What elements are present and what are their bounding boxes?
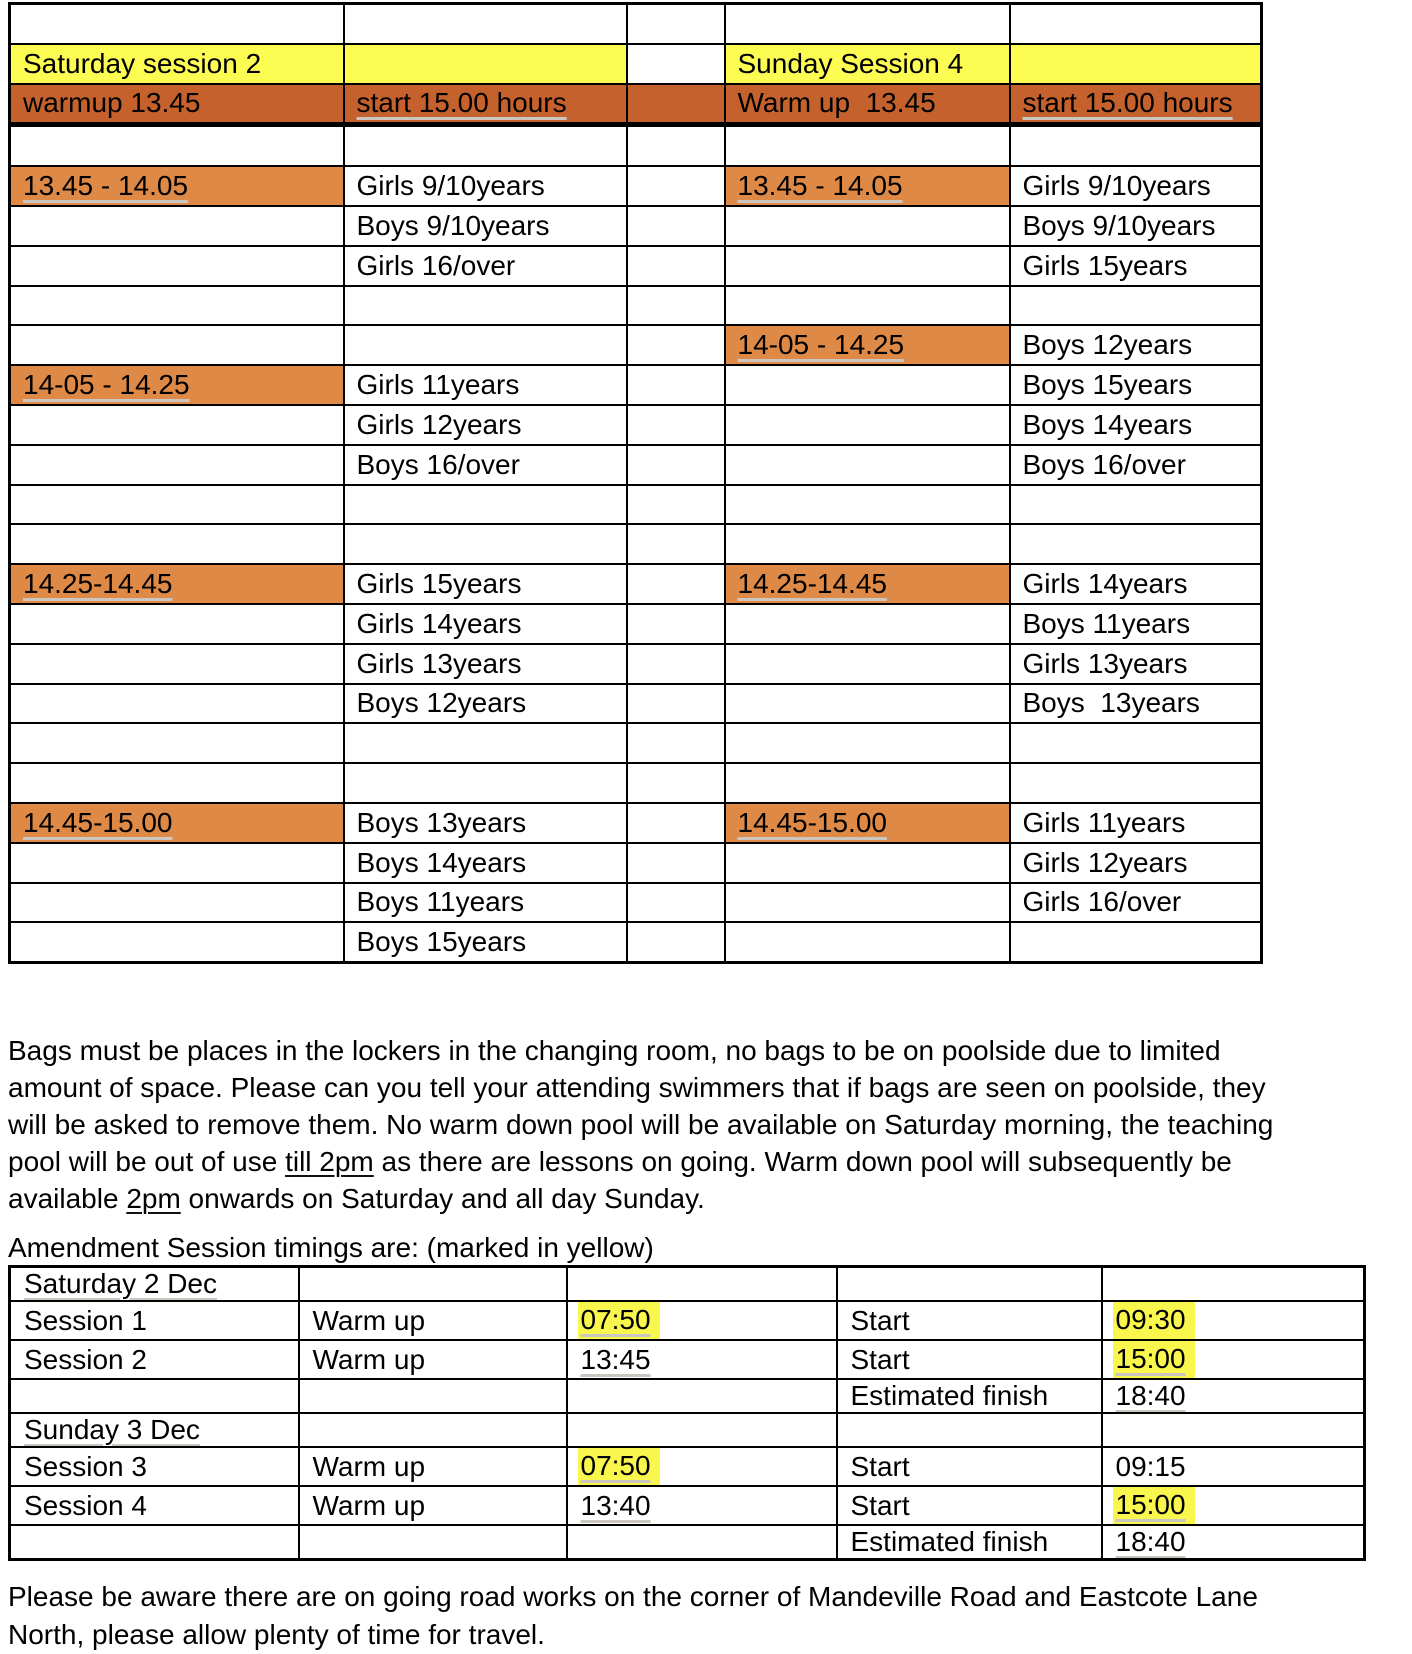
- weekend-gala-schedule-table-cell-r20c5: [1010, 763, 1262, 803]
- cell-text: 09:30: [1113, 1302, 1195, 1339]
- cell-text: start 15.00 hours: [356, 87, 567, 119]
- weekend-gala-schedule-table-cell-r4c2: [344, 125, 627, 166]
- cell-text: 15:00: [1113, 1487, 1195, 1524]
- amendment-timings-table-cell-r2c1: [10, 1301, 299, 1340]
- weekend-gala-schedule-table-cell-r4c4: [725, 125, 1010, 166]
- weekend-gala-schedule-table-cell-r18c3: [627, 684, 725, 724]
- weekend-gala-schedule-table-cell-r2c3: [627, 44, 725, 84]
- table-row: [10, 922, 1262, 962]
- weekend-gala-schedule-table-cell-r2c2: [344, 44, 627, 84]
- table-row: [10, 1525, 1365, 1560]
- cell-text: Boys 13years: [356, 806, 527, 838]
- weekend-gala-schedule-table-cell-r23c1: [10, 883, 344, 923]
- weekend-gala-schedule-table-cell-r11c4: [725, 405, 1010, 445]
- road-works-note: Please be aware there are on going road works on the corner of Mandeville Road and Eastcote Lane North, please allow plenty of time for travel.: [8, 1581, 1258, 1650]
- weekend-gala-schedule-table-cell-r5c5: [1010, 166, 1262, 206]
- cell-text: Boys 9/10years: [1022, 209, 1216, 241]
- weekend-gala-schedule-table-cell-r8c5: [1010, 286, 1262, 326]
- amendment-timings-table-cell-r6c3: [567, 1447, 837, 1486]
- text-segment: as there are lessons on going. Warm down pool will subsequently be available: [8, 1146, 1232, 1214]
- weekend-gala-schedule-table-cell-r17c4: [725, 644, 1010, 684]
- weekend-gala-schedule-table-cell-r10c2: [344, 365, 627, 405]
- weekend-gala-schedule-table-cell-r21c4: [725, 803, 1010, 843]
- cell-text: Girls 12years: [356, 408, 522, 440]
- bags-notice-paragraph: [8, 1032, 1293, 1217]
- table-row: [10, 1447, 1365, 1486]
- weekend-gala-schedule-table-cell-r15c1: [10, 564, 344, 604]
- weekend-gala-schedule-table-cell-r3c3: [627, 84, 725, 125]
- weekend-gala-schedule-table-cell-r19c5: [1010, 723, 1262, 763]
- cell-text: Estimated finish: [850, 1526, 1049, 1557]
- cell-text: Girls 11years: [356, 369, 520, 401]
- weekend-gala-schedule-table-cell-r5c4: [725, 166, 1010, 206]
- amendment-timings-table-cell-r2c2: [299, 1301, 567, 1340]
- text-segment: Bags must be places in the lockers in the changing room, no bags to be on poolside due to limited amount of space. Please can you tell your attending swimmers that if bags are seen on poolside, they will be asked to remove them. No warm down pool will be available on Saturday morning, the teaching pool will be out of use: [8, 1035, 1274, 1177]
- cell-text: Start: [850, 1450, 910, 1482]
- weekend-gala-schedule-table-cell-r10c3: [627, 365, 725, 405]
- weekend-gala-schedule-table-cell-r13c5: [1010, 485, 1262, 525]
- weekend-gala-schedule-table-cell-r13c2: [344, 485, 627, 525]
- weekend-gala-schedule-table-cell-r3c2: [344, 84, 627, 125]
- underlined-text: 2pm: [126, 1183, 181, 1214]
- weekend-gala-schedule-table-cell-r8c1: [10, 286, 344, 326]
- table-row: [10, 125, 1262, 166]
- amendment-timings-table-cell-r4c5: [1102, 1379, 1365, 1413]
- amendment-timings-table-cell-r7c4: [837, 1486, 1102, 1525]
- table-row: [10, 1413, 1365, 1447]
- weekend-gala-schedule-table-cell-r5c2: [344, 166, 627, 206]
- weekend-gala-schedule-table-cell-r14c5: [1010, 524, 1262, 564]
- amendment-timings-table-cell-r7c3: [567, 1486, 837, 1525]
- cell-text: Session 2: [24, 1343, 147, 1375]
- weekend-gala-schedule-table-cell-r16c1: [10, 604, 344, 644]
- weekend-gala-schedule-table-cell-r4c1: [10, 125, 344, 166]
- weekend-gala-schedule-table-cell-r19c2: [344, 723, 627, 763]
- weekend-gala-schedule-table-cell-r14c2: [344, 524, 627, 564]
- weekend-gala-schedule-table-cell-r3c1: [10, 84, 344, 125]
- weekend-gala-schedule-table-cell-r10c5: [1010, 365, 1262, 405]
- weekend-gala-schedule-table-cell-r12c4: [725, 445, 1010, 485]
- weekend-gala-schedule-table-cell-r23c2: [344, 883, 627, 923]
- weekend-gala-schedule-table-cell-r6c2: [344, 206, 627, 246]
- amendment-timings-table: [8, 1265, 1366, 1561]
- weekend-gala-schedule-table-cell-r16c4: [725, 604, 1010, 644]
- cell-text: Session 1: [24, 1304, 147, 1336]
- table-row: [10, 286, 1262, 326]
- amendment-title: Amendment Session timings are: (marked in yellow): [8, 1232, 654, 1263]
- weekend-gala-schedule-table-cell-r19c4: [725, 723, 1010, 763]
- table-row: [10, 564, 1262, 604]
- weekend-gala-schedule-table-cell-r17c2: [344, 644, 627, 684]
- weekend-gala-schedule-table-cell-r1c5: [1010, 4, 1262, 44]
- amendment-timings-table-cell-r2c5: [1102, 1301, 1365, 1340]
- cell-text: 15:00: [1113, 1341, 1195, 1378]
- weekend-gala-schedule-table-cell-r17c1: [10, 644, 344, 684]
- weekend-gala-schedule-table-cell-r24c4: [725, 922, 1010, 962]
- weekend-gala-schedule-table-cell-r18c2: [344, 684, 627, 724]
- cell-text: Session 3: [24, 1450, 147, 1482]
- amendment-timings-table-cell-r8c1: [10, 1525, 299, 1560]
- table-row: [10, 84, 1262, 125]
- table-row: [10, 1486, 1365, 1525]
- amendment-timings-table-cell-r4c1: [10, 1379, 299, 1413]
- cell-text: Girls 12years: [1022, 846, 1188, 878]
- weekend-gala-schedule-table-cell-r22c3: [627, 843, 725, 883]
- table-row: [10, 4, 1262, 44]
- weekend-gala-schedule-table-cell-r5c3: [627, 166, 725, 206]
- weekend-gala-schedule-table-cell-r1c3: [627, 4, 725, 44]
- cell-text: 14-05 - 14.25: [737, 329, 905, 361]
- cell-text: Warm up: [312, 1343, 426, 1375]
- weekend-gala-schedule-table: [8, 2, 1263, 964]
- cell-text: Warm up: [312, 1489, 426, 1521]
- weekend-gala-schedule-table-cell-r11c2: [344, 405, 627, 445]
- weekend-gala-schedule-table-cell-r2c1: [10, 44, 344, 84]
- weekend-gala-schedule-table-cell-r7c4: [725, 246, 1010, 286]
- weekend-gala-schedule-table-cell-r12c5: [1010, 445, 1262, 485]
- cell-text: Boys 14years: [356, 846, 527, 878]
- weekend-gala-schedule-table-cell-r24c5: [1010, 922, 1262, 962]
- weekend-gala-schedule-table-cell-r10c1: [10, 365, 344, 405]
- cell-text: 07:50: [578, 1302, 660, 1339]
- amendment-timings-table-cell-r5c2: [299, 1413, 567, 1447]
- cell-text: 13:45: [580, 1343, 651, 1375]
- weekend-gala-schedule-table-cell-r21c2: [344, 803, 627, 843]
- weekend-gala-schedule-table-cell-r14c3: [627, 524, 725, 564]
- weekend-gala-schedule-table-cell-r6c4: [725, 206, 1010, 246]
- weekend-gala-schedule-table-cell-r18c4: [725, 684, 1010, 724]
- weekend-gala-schedule-table-cell-r15c5: [1010, 564, 1262, 604]
- table-row: [10, 1340, 1365, 1379]
- weekend-gala-schedule-table-cell-r4c3: [627, 125, 725, 166]
- table-row: [10, 1301, 1365, 1340]
- weekend-gala-schedule-table-cell-r24c1: [10, 922, 344, 962]
- weekend-gala-schedule-table-cell-r20c2: [344, 763, 627, 803]
- amendment-timings-table-cell-r6c4: [837, 1447, 1102, 1486]
- underlined-text: till 2pm: [285, 1146, 374, 1177]
- cell-text: Sunday 3 Dec: [24, 1414, 200, 1445]
- table-row: [10, 763, 1262, 803]
- amendment-timings-table-cell-r1c3: [567, 1267, 837, 1302]
- weekend-gala-schedule-table-cell-r2c5: [1010, 44, 1262, 84]
- cell-text: Girls 9/10years: [356, 170, 545, 202]
- cell-text: Boys 15years: [356, 926, 527, 958]
- amendment-timings-table-cell-r3c5: [1102, 1340, 1365, 1379]
- cell-text: 13.45 - 14.05: [737, 170, 903, 202]
- weekend-gala-schedule-table-cell-r15c2: [344, 564, 627, 604]
- amendment-timings-table-cell-r3c3: [567, 1340, 837, 1379]
- cell-text: Sunday Session 4: [737, 47, 964, 79]
- weekend-gala-schedule-table-cell-r6c5: [1010, 206, 1262, 246]
- table-row: [10, 524, 1262, 564]
- weekend-gala-schedule-table-cell-r18c1: [10, 684, 344, 724]
- amendment-timings-table-cell-r5c1: [10, 1413, 299, 1447]
- weekend-gala-schedule-table-cell-r6c3: [627, 206, 725, 246]
- weekend-gala-schedule-table-cell-r23c4: [725, 883, 1010, 923]
- cell-text: Start: [850, 1343, 910, 1375]
- cell-text: Girls 9/10years: [1022, 170, 1211, 202]
- cell-text: Boys 9/10years: [356, 209, 550, 241]
- table-row: [10, 166, 1262, 206]
- weekend-gala-schedule-table-cell-r7c5: [1010, 246, 1262, 286]
- weekend-gala-schedule-table-cell-r9c2: [344, 325, 627, 365]
- table-row: [10, 684, 1262, 724]
- cell-text: Start: [850, 1304, 910, 1336]
- amendment-timings-table-cell-r7c2: [299, 1486, 567, 1525]
- weekend-gala-schedule-table-cell-r1c1: [10, 4, 344, 44]
- amendment-timings-table-cell-r1c2: [299, 1267, 567, 1302]
- cell-text: 14.45-15.00: [737, 806, 887, 838]
- weekend-gala-schedule-table-cell-r20c3: [627, 763, 725, 803]
- weekend-gala-schedule-table-cell-r22c4: [725, 843, 1010, 883]
- cell-text: Saturday 2 Dec: [24, 1268, 217, 1299]
- table-row: [10, 445, 1262, 485]
- cell-text: Girls 16/over: [1022, 886, 1182, 918]
- weekend-gala-schedule-table-cell-r17c5: [1010, 644, 1262, 684]
- weekend-gala-schedule-table-cell-r9c3: [627, 325, 725, 365]
- amendment-timings-table-cell-r6c5: [1102, 1447, 1365, 1486]
- cell-text: Warm up: [312, 1304, 426, 1336]
- amendment-timings-table-cell-r8c3: [567, 1525, 837, 1560]
- amendment-timings-table-cell-r2c4: [837, 1301, 1102, 1340]
- cell-text: Boys 12years: [1022, 329, 1193, 361]
- weekend-gala-schedule-table-cell-r22c5: [1010, 843, 1262, 883]
- cell-text: Girls 15years: [1022, 249, 1188, 281]
- cell-text: Boys 15years: [1022, 369, 1193, 401]
- weekend-gala-schedule-table-cell-r16c2: [344, 604, 627, 644]
- weekend-gala-schedule-table-cell-r12c1: [10, 445, 344, 485]
- weekend-gala-schedule-table-cell-r9c4: [725, 325, 1010, 365]
- weekend-gala-schedule-table-cell-r11c1: [10, 405, 344, 445]
- weekend-gala-schedule-table-cell-r3c4: [725, 84, 1010, 125]
- cell-text: Session 4: [24, 1489, 147, 1521]
- weekend-gala-schedule-table-cell-r16c5: [1010, 604, 1262, 644]
- weekend-gala-schedule-table-cell-r7c1: [10, 246, 344, 286]
- weekend-gala-schedule-table-cell-r19c3: [627, 723, 725, 763]
- cell-text: 14.45-15.00: [23, 806, 173, 838]
- weekend-gala-schedule-table-cell-r22c2: [344, 843, 627, 883]
- weekend-gala-schedule-table-cell-r16c3: [627, 604, 725, 644]
- weekend-gala-schedule-table-cell-r3c5: [1010, 84, 1262, 125]
- amendment-timings-table-cell-r7c5: [1102, 1486, 1365, 1525]
- weekend-gala-schedule-table-cell-r13c3: [627, 485, 725, 525]
- cell-text: Girls 14years: [1022, 568, 1188, 600]
- weekend-gala-schedule-table-cell-r13c4: [725, 485, 1010, 525]
- weekend-gala-schedule-table-cell-r15c4: [725, 564, 1010, 604]
- weekend-gala-schedule-table-cell-r21c3: [627, 803, 725, 843]
- cell-text: 18:40: [1115, 1526, 1186, 1557]
- table-row: [10, 604, 1262, 644]
- weekend-gala-schedule-table-cell-r6c1: [10, 206, 344, 246]
- cell-text: Boys 16/over: [1022, 448, 1186, 480]
- amendment-timings-table-cell-r3c1: [10, 1340, 299, 1379]
- weekend-gala-schedule-table-cell-r1c4: [725, 4, 1010, 44]
- weekend-gala-schedule-table-cell-r20c1: [10, 763, 344, 803]
- weekend-gala-schedule-table-cell-r8c3: [627, 286, 725, 326]
- weekend-gala-schedule-table-cell-r21c5: [1010, 803, 1262, 843]
- cell-text: Girls 15years: [356, 568, 522, 600]
- amendment-timings-table-cell-r6c1: [10, 1447, 299, 1486]
- weekend-gala-schedule-table-cell-r11c3: [627, 405, 725, 445]
- table-row: [10, 365, 1262, 405]
- table-row: [10, 644, 1262, 684]
- table-row: [10, 1379, 1365, 1413]
- cell-text: Girls 11years: [1022, 806, 1186, 838]
- weekend-gala-schedule-table-cell-r14c1: [10, 524, 344, 564]
- weekend-gala-schedule-table-cell-r1c2: [344, 4, 627, 44]
- cell-text: 13.45 - 14.05: [23, 170, 189, 202]
- weekend-gala-schedule-table-cell-r7c3: [627, 246, 725, 286]
- weekend-gala-schedule-table-cell-r11c5: [1010, 405, 1262, 445]
- weekend-gala-schedule-table-cell-r12c2: [344, 445, 627, 485]
- weekend-gala-schedule-table-cell-r15c3: [627, 564, 725, 604]
- cell-text: 14.25-14.45: [737, 568, 887, 600]
- table-row: [10, 883, 1262, 923]
- cell-text: Estimated finish: [850, 1380, 1049, 1411]
- amendment-timings-table-cell-r1c4: [837, 1267, 1102, 1302]
- cell-text: Boys 12years: [356, 687, 527, 719]
- table-row: [10, 246, 1262, 286]
- table-row: [10, 723, 1262, 763]
- table-row: [10, 206, 1262, 246]
- amendment-timings-table-cell-r1c1: [10, 1267, 299, 1302]
- table-row: [10, 44, 1262, 84]
- weekend-gala-schedule-table-cell-r5c1: [10, 166, 344, 206]
- cell-text: Boys 11years: [1022, 607, 1191, 639]
- weekend-gala-schedule-table-cell-r24c2: [344, 922, 627, 962]
- weekend-gala-schedule-table-cell-r13c1: [10, 485, 344, 525]
- table-row: [10, 325, 1262, 365]
- weekend-gala-schedule-table-cell-r9c5: [1010, 325, 1262, 365]
- weekend-gala-schedule-table-cell-r2c4: [725, 44, 1010, 84]
- table-row: [10, 405, 1262, 445]
- cell-text: 18:40: [1115, 1380, 1186, 1411]
- amendment-timings-table-cell-r4c3: [567, 1379, 837, 1413]
- cell-text: Boys 13years: [1022, 687, 1200, 719]
- cell-text: 07:50: [578, 1448, 660, 1485]
- weekend-gala-schedule-table-cell-r10c4: [725, 365, 1010, 405]
- weekend-gala-schedule-table-cell-r17c3: [627, 644, 725, 684]
- cell-text: Boys 14years: [1022, 408, 1193, 440]
- amendment-timings-table-cell-r1c5: [1102, 1267, 1365, 1302]
- cell-text: Start: [850, 1489, 910, 1521]
- cell-text: Girls 16/over: [356, 249, 516, 281]
- amendment-timings-table-cell-r4c4: [837, 1379, 1102, 1413]
- weekend-gala-schedule-table-cell-r22c1: [10, 843, 344, 883]
- amendment-timings-table-cell-r5c4: [837, 1413, 1102, 1447]
- weekend-gala-schedule-table-cell-r8c2: [344, 286, 627, 326]
- cell-text: 14.25-14.45: [23, 568, 173, 600]
- amendment-timings-table-cell-r8c2: [299, 1525, 567, 1560]
- amendment-timings-table-cell-r3c2: [299, 1340, 567, 1379]
- weekend-gala-schedule-table-cell-r18c5: [1010, 684, 1262, 724]
- cell-text: Girls 13years: [356, 647, 522, 679]
- cell-text: 09:15: [1115, 1450, 1186, 1482]
- cell-text: 13:40: [580, 1489, 651, 1521]
- weekend-gala-schedule-table-cell-r7c2: [344, 246, 627, 286]
- text-segment: onwards on Saturday and all day Sunday.: [180, 1183, 705, 1214]
- cell-text: Saturday session 2: [23, 47, 262, 79]
- amendment-timings-table-cell-r5c5: [1102, 1413, 1365, 1447]
- cell-text: Warm up: [312, 1450, 426, 1482]
- cell-text: Boys 16/over: [356, 448, 520, 480]
- weekend-gala-schedule-table-cell-r12c3: [627, 445, 725, 485]
- table-row: [10, 485, 1262, 525]
- cell-text: Girls 14years: [356, 607, 522, 639]
- amendment-timings-table-cell-r2c3: [567, 1301, 837, 1340]
- amendment-timings-table-cell-r4c2: [299, 1379, 567, 1413]
- amendment-timings-table-cell-r8c5: [1102, 1525, 1365, 1560]
- weekend-gala-schedule-table-cell-r20c4: [725, 763, 1010, 803]
- weekend-gala-schedule-table-cell-r23c5: [1010, 883, 1262, 923]
- cell-text: Girls 13years: [1022, 647, 1188, 679]
- amendment-timings-table-cell-r6c2: [299, 1447, 567, 1486]
- weekend-gala-schedule-table-cell-r21c1: [10, 803, 344, 843]
- amendment-timings-table-cell-r3c4: [837, 1340, 1102, 1379]
- amendment-timings-table-cell-r5c3: [567, 1413, 837, 1447]
- weekend-gala-schedule-table-cell-r23c3: [627, 883, 725, 923]
- cell-text: 14-05 - 14.25: [23, 369, 190, 401]
- weekend-gala-schedule-table-cell-r19c1: [10, 723, 344, 763]
- cell-text: Warm up 13.45: [737, 87, 936, 119]
- table-row: [10, 1267, 1365, 1302]
- table-row: [10, 803, 1262, 843]
- weekend-gala-schedule-table-cell-r9c1: [10, 325, 344, 365]
- table-row: [10, 843, 1262, 883]
- cell-text: warmup 13.45: [23, 87, 201, 119]
- weekend-gala-schedule-table-cell-r8c4: [725, 286, 1010, 326]
- cell-text: start 15.00 hours: [1022, 87, 1233, 119]
- weekend-gala-schedule-table-cell-r14c4: [725, 524, 1010, 564]
- amendment-timings-table-cell-r8c4: [837, 1525, 1102, 1560]
- weekend-gala-schedule-table-cell-r4c5: [1010, 125, 1262, 166]
- amendment-timings-table-cell-r7c1: [10, 1486, 299, 1525]
- weekend-gala-schedule-table-cell-r24c3: [627, 922, 725, 962]
- cell-text: Boys 11years: [356, 886, 525, 918]
